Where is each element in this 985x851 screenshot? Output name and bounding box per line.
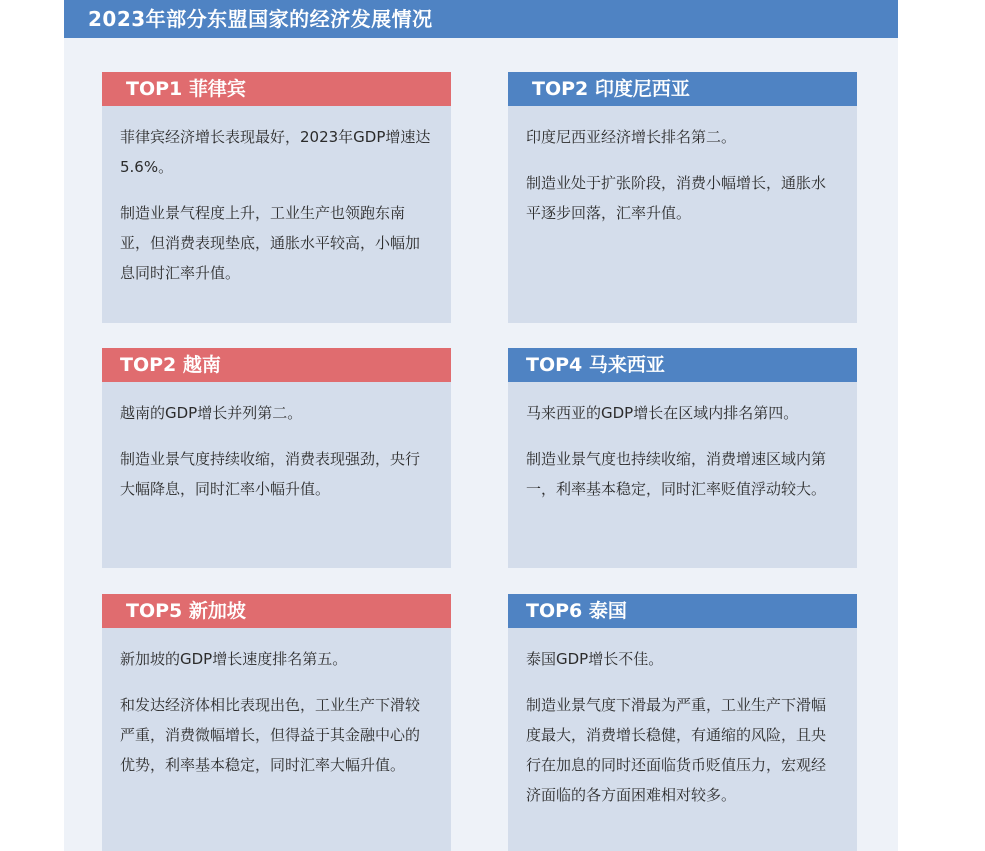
card-header: TOP2 越南 (102, 348, 451, 382)
card-body (102, 106, 451, 288)
card-paragraph: 制造业景气度下滑最为严重，工业生产下滑幅度最大，消费增长稳健，有通缩的风险，且央行在加息的同时还面临货币贬值压力，宏观经济面临的各方面困难相对较多。 (526, 696, 827, 804)
content-panel (64, 0, 898, 851)
card-paragraph: 菲律宾经济增长表现最好，2023年GDP增速达5.6%。 (120, 128, 431, 176)
card-singapore (102, 594, 451, 851)
card-body (508, 628, 857, 810)
card-header: TOP1 菲律宾 (102, 72, 451, 106)
card-malaysia (508, 348, 857, 568)
card-body (102, 382, 451, 504)
card-header: TOP4 马来西亚 (508, 348, 857, 382)
card-header: TOP5 新加坡 (102, 594, 451, 628)
card-header: TOP6 泰国 (508, 594, 857, 628)
card-body (508, 382, 857, 504)
card-paragraph: 和发达经济体相比表现出色，工业生产下滑较严重，消费微幅增长，但得益于其金融中心的优势，利率基本稳定，同时汇率大幅升值。 (120, 696, 421, 774)
page-title: 2023年部分东盟国家的经济发展情况 (64, 0, 898, 38)
card-paragraph: 马来西亚的GDP增长在区域内排名第四。 (526, 404, 799, 422)
card-paragraph: 制造业景气度持续收缩，消费表现强劲，央行大幅降息，同时汇率小幅升值。 (120, 450, 421, 498)
card-paragraph: 印度尼西亚经济增长排名第二。 (526, 128, 737, 146)
card-paragraph: 制造业景气程度上升，工业生产也领跑东南亚，但消费表现垫底，通胀水平较高，小幅加息同时汇率升值。 (120, 204, 421, 282)
card-philippines (102, 72, 451, 323)
card-body (508, 106, 857, 228)
card-vietnam (102, 348, 451, 568)
card-paragraph: 越南的GDP增长并列第二。 (120, 404, 303, 422)
card-paragraph: 制造业景气度也持续收缩，消费增速区域内第一，利率基本稳定，同时汇率贬值浮动较大。 (526, 450, 827, 498)
card-paragraph: 制造业处于扩张阶段，消费小幅增长，通胀水平逐步回落，汇率升值。 (526, 174, 827, 222)
card-indonesia (508, 72, 857, 323)
card-thailand (508, 594, 857, 851)
card-header: TOP2 印度尼西亚 (508, 72, 857, 106)
card-paragraph: 泰国GDP增长不佳。 (526, 650, 664, 668)
card-body (102, 628, 451, 780)
card-paragraph: 新加坡的GDP增长速度排名第五。 (120, 650, 348, 668)
